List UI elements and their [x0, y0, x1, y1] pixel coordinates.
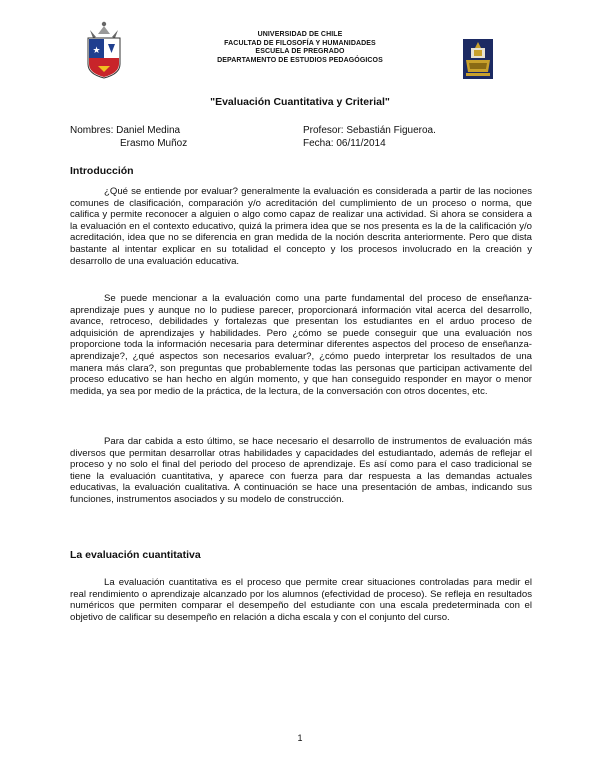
- quantitative-paragraph-1: La evaluación cuantitativa es el proceso que permite crear situaciones controladas para medir el real rendimiento o aprendizaje alcanzado por los alumnos (efectividad de proceso). Se refleja en resultados numéricos que permiten comparar el desempeño del estudiante con una escala predeterminada con el objetivo de calificar su desempeño en relación a dicha escala y con el conjunto del curso.: [70, 577, 532, 623]
- student-names-block: [70, 124, 187, 150]
- teacher-date-block: [303, 124, 436, 150]
- date-label: Fecha:: [303, 138, 334, 149]
- institution-header: [170, 31, 430, 65]
- university-crest-icon: [84, 20, 124, 80]
- names-label: Nombres:: [70, 125, 114, 136]
- department-name: DEPARTAMENTO DE ESTUDIOS PEDAGÓGICOS: [217, 56, 383, 64]
- date-value: 06/11/2014: [336, 138, 386, 149]
- faculty-name: FACULTAD DE FILOSOFÍA Y HUMANIDADES: [224, 39, 376, 47]
- teacher-name: Sebastián Figueroa.: [346, 125, 436, 136]
- page-number: 1: [297, 733, 303, 743]
- quantitative-heading: La evaluación cuantitativa: [70, 549, 201, 561]
- intro-paragraph-1: ¿Qué se entiende por evaluar? generalmente la evaluación es considerada a partir de las nociones comunes de clasificación, comparación y/o acreditación del cumplimiento de un proceso o norma, que califica y permite reconocer a alguien o algo como capaz de realizar una actividad. Si ahora se considera a la evaluación en el contexto educativo, quizá la primera idea que se nos presenta es la de la calificación y/o acreditación, idea que no se diferencia en gran medida de la noción descrita anteriormente. Pero que dista bastante al intentar explicar en su totalidad el concepto y los procesos involucrado en la creación y desarrollo de una evaluación educativa.: [70, 186, 532, 267]
- document-title: "Evaluación Cuantitativa y Criterial": [210, 96, 390, 108]
- faculty-emblem-icon: [462, 38, 494, 80]
- svg-text:★: ★: [92, 46, 101, 56]
- student-name-2: Erasmo Muñoz: [120, 138, 188, 149]
- teacher-label: Profesor:: [303, 125, 344, 136]
- student-name-1: Daniel Medina: [116, 125, 181, 136]
- intro-paragraph-2: Se puede mencionar a la evaluación como una parte fundamental del proceso de enseñanza-aprendizaje pues y aunque no lo pudiese parecer, proporcionará información vital acerca del desarrollo, avance, retroceso, debilidades y fortalezas que presentan los estudiantes en el arduo proceso de adquisición de aprendizajes y habilidades. Pero ¿cómo se puede conseguir que una evaluación nos proporcione toda la información necesaria para determinar diferentes aspectos del proceso de enseñanza-aprendizaje?, ¿qué aspectos son necesarios evaluar?, ¿cómo puedo interpretar los resultados de una manera más clara?, son preguntas que probablemente todas las personas que participan activamente del proceso educativo se han hecho en algún momento, y que han conseguido responder en mayor o menor medida, ya sea por medio de la práctica, de la lectura, de la conversación con otros docentes, etc.: [70, 293, 532, 397]
- intro-paragraph-3: Para dar cabida a esto último, se hace necesario el desarrollo de instrumentos de evaluación más diversos que permitan desarrollar otras habilidades y capacidades del estudiantado, además de reflejar el proceso y no solo el final del periodo del proceso de aprendizaje. Es así como para el caso tradicional se tiene la evaluación cuantitativa, y aparece con fuerza para dar respuesta a las demandas actuales educativas, la evaluación cualitativa. A continuación se hace una presentación de ambas, indicando sus funciones, instrumentos asociados y su modelo de construcción.: [70, 436, 532, 505]
- school-name: ESCUELA DE PREGRADO: [255, 48, 345, 56]
- university-name: UNIVERSIDAD DE CHILE: [257, 31, 343, 38]
- intro-heading: Introducción: [70, 165, 134, 177]
